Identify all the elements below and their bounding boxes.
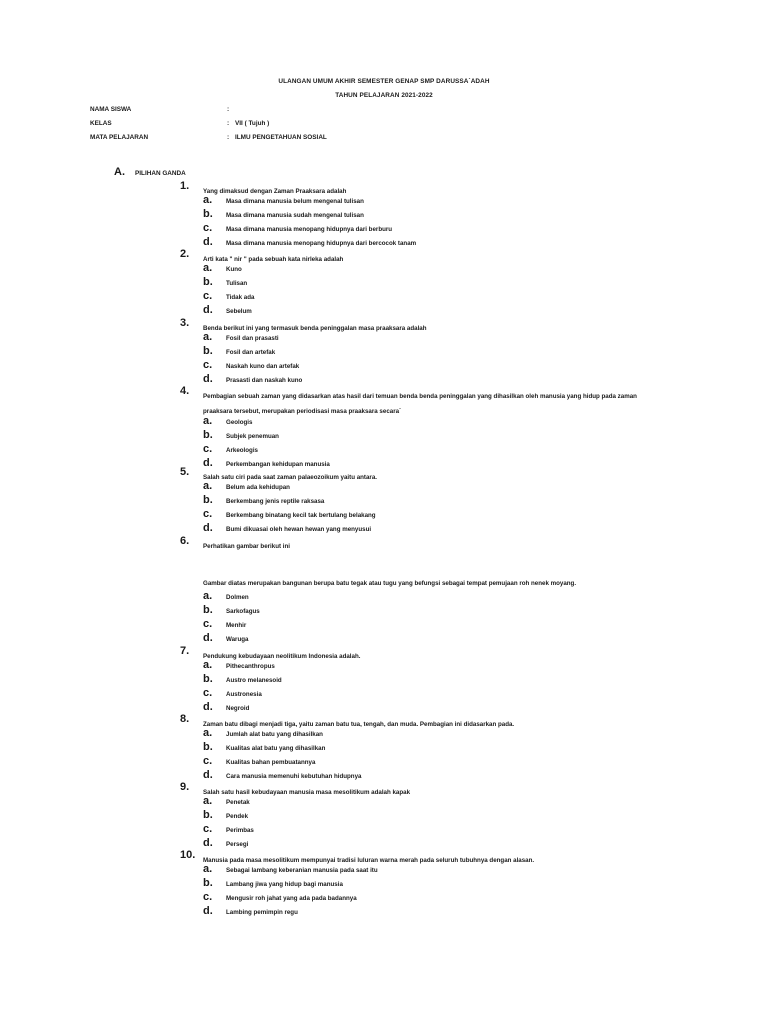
option-text: Belum ada kehidupan <box>226 484 290 491</box>
option-text: Subjek penemuan <box>226 433 279 440</box>
option-text: Tulisan <box>226 280 248 287</box>
option-letter: b. <box>203 877 213 889</box>
option-letter: a. <box>203 659 213 671</box>
question-number: 2. <box>180 248 190 260</box>
info-separator: : <box>227 134 230 141</box>
question-number: 8. <box>180 713 190 725</box>
option-text: Fosil dan prasasti <box>226 335 279 342</box>
option-text: Cara manusia memenuhi kebutuhan hidupnya <box>226 773 362 780</box>
question-number: 3. <box>180 317 190 329</box>
option-text: Sarkofagus <box>226 608 260 615</box>
info-value: ILMU PENGETAHUAN SOSIAL <box>235 134 327 141</box>
option-text: Pendek <box>226 813 249 820</box>
option-text: Masa dimana manusia menopang hidupnya dari bercocok tanam <box>226 240 417 247</box>
question-number: 7. <box>180 645 190 657</box>
option-letter: b. <box>203 741 213 753</box>
option-letter: a. <box>203 331 213 343</box>
option-text: Waruga <box>226 636 249 643</box>
option-text: Perimbas <box>226 827 254 834</box>
option-letter: a. <box>203 590 213 602</box>
option-letter: c. <box>203 618 213 630</box>
info-label: KELAS <box>90 120 112 127</box>
option-letter: d. <box>203 769 213 781</box>
option-text: Geologis <box>226 419 253 426</box>
option-letter: d. <box>203 457 213 469</box>
option-letter: b. <box>203 429 213 441</box>
option-text: Prasasti dan naskah kuno <box>226 377 303 384</box>
info-separator: : <box>227 120 230 127</box>
option-letter: b. <box>203 345 213 357</box>
option-letter: d. <box>203 304 213 316</box>
question-number: 1. <box>180 180 190 192</box>
question-text: Arti kata " nir " pada sebuah kata nirleka adalah <box>203 256 344 263</box>
question-number: 9. <box>180 781 190 793</box>
option-text: Tidak ada <box>226 294 255 301</box>
question-number: 6. <box>180 535 190 547</box>
option-letter: c. <box>203 508 213 520</box>
question-text: Perhatikan gambar berikut ini <box>203 543 290 550</box>
option-letter: b. <box>203 208 213 220</box>
option-text: Lambang jiwa yang hidup bagi manusia <box>226 881 343 888</box>
option-text: Arkeologis <box>226 447 258 454</box>
option-text: Kuno <box>226 266 242 273</box>
option-letter: d. <box>203 522 213 534</box>
option-letter: a. <box>203 727 213 739</box>
option-letter: a. <box>203 480 213 492</box>
option-text: Perkembangan kehidupan manusia <box>226 461 330 468</box>
option-text: Masa dimana manusia menopang hidupnya dari berburu <box>226 226 393 233</box>
option-text: Berkembang jenis reptile raksasa <box>226 498 325 505</box>
option-text: Persegi <box>226 841 249 848</box>
info-separator: : <box>227 106 230 113</box>
option-letter: d. <box>203 236 213 248</box>
option-text: Berkembang binatang kecil tak bertulang belakang <box>226 512 376 519</box>
question-text: Benda berikut ini yang termasuk benda peninggalan masa praaksara adalah <box>203 325 427 332</box>
section-title: PILIHAN GANDA <box>135 170 186 177</box>
option-letter: c. <box>203 823 213 835</box>
option-text: Negroid <box>226 705 250 712</box>
question-text: Salah satu ciri pada saat zaman palaeozoikum yaitu antara. <box>203 474 378 481</box>
option-text: Jumlah alat batu yang dihasilkan <box>226 731 323 738</box>
option-letter: b. <box>203 276 213 288</box>
info-value: VII ( Tujuh ) <box>235 120 270 127</box>
option-text: Penetak <box>226 799 250 806</box>
option-text: Austronesia <box>226 691 262 698</box>
question-number: 5. <box>180 466 190 478</box>
option-letter: a. <box>203 194 213 206</box>
option-text: Kualitas bahan pembuatannya <box>226 759 316 766</box>
option-letter: c. <box>203 687 213 699</box>
info-label: MATA PELAJARAN <box>90 134 149 141</box>
option-text: Pithecanthropus <box>226 663 275 670</box>
option-letter: c. <box>203 891 213 903</box>
question-text: Yang dimaksud dengan Zaman Praaksara adalah <box>203 188 347 195</box>
exam-title: ULANGAN UMUM AKHIR SEMESTER GENAP SMP DARUSSA`ADAH <box>278 78 490 85</box>
option-text: Lambing pemimpin regu <box>226 909 298 916</box>
question-number: 4. <box>180 385 190 397</box>
option-text: Fosil dan artefak <box>226 349 276 356</box>
option-letter: a. <box>203 863 213 875</box>
option-letter: c. <box>203 222 213 234</box>
question-text: Pendukung kebudayaan neolitikum Indonesia adalah. <box>203 653 361 660</box>
option-letter: a. <box>203 415 213 427</box>
option-letter: d. <box>203 837 213 849</box>
question-caption: Gambar diatas merupakan bangunan berupa batu tegak atau tugu yang befungsi sebagai tempat pemujaan roh nenek moyang. <box>203 580 577 587</box>
option-text: Kualitas alat batu yang dihasilkan <box>226 745 326 752</box>
option-letter: a. <box>203 795 213 807</box>
option-letter: d. <box>203 632 213 644</box>
option-text: Sebelum <box>226 308 252 315</box>
option-text: Masa dimana manusia sudah mengenal tulisan <box>226 212 364 219</box>
question-text: Manusia pada masa mesolitikum mempunyai tradisi luluran warna merah pada seluruh tubuhnya dengan alasan. <box>203 857 535 864</box>
option-text: Menhir <box>226 622 247 629</box>
option-text: Dolmen <box>226 594 249 601</box>
option-letter: c. <box>203 290 213 302</box>
question-number: 10. <box>180 849 196 861</box>
option-letter: b. <box>203 809 213 821</box>
section-marker: A. <box>114 166 125 178</box>
option-letter: c. <box>203 443 213 455</box>
option-text: Masa dimana manusia belum mengenal tulisan <box>226 198 364 205</box>
option-letter: c. <box>203 359 213 371</box>
option-text: Naskah kuno dan artefak <box>226 363 300 370</box>
info-label: NAMA SISWA <box>90 106 132 113</box>
option-letter: d. <box>203 701 213 713</box>
option-letter: b. <box>203 494 213 506</box>
question-text: Salah satu hasil kebudayaan manusia masa mesolitikum adalah kapak <box>203 789 411 796</box>
question-text: Pembagian sebuah zaman yang didasarkan atas hasil dari temuan benda benda peninggalan yang dihasilkan oleh manusia yang hidup pada zaman praaksara tersebut, merupakan periodisasi masa praaksara secara` <box>203 393 637 415</box>
question-text: Zaman batu dibagi menjadi tiga, yaitu zaman batu tua, tengah, dan muda. Pembagian ini didasarkan pada. <box>203 721 515 728</box>
option-letter: c. <box>203 755 213 767</box>
option-letter: d. <box>203 373 213 385</box>
option-text: Sebagai lambang keberanian manusia pada saat itu <box>226 867 378 874</box>
option-letter: b. <box>203 604 213 616</box>
option-text: Bumi dikuasai oleh hewan hewan yang menyusui <box>226 526 372 533</box>
option-text: Austro melanesoid <box>226 677 282 684</box>
option-letter: b. <box>203 673 213 685</box>
academic-year: TAHUN PELAJARAN 2021-2022 <box>335 92 433 99</box>
option-text: Mengusir roh jahat yang ada pada badannya <box>226 895 357 902</box>
option-letter: a. <box>203 262 213 274</box>
option-letter: d. <box>203 905 213 917</box>
